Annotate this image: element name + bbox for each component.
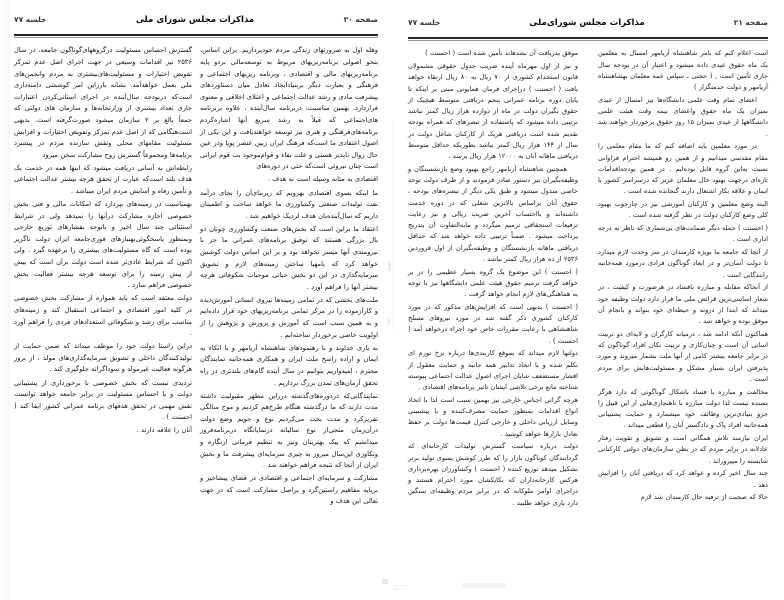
scan-artifact xyxy=(394,589,403,591)
body-paragraph: موفق بدریافت آن نشدهاند تأمین شده است ( احسنت ) xyxy=(425,49,578,58)
body-paragraph: رابطه‌اش به آسانی دریافت میشود که اینها همه در خدمت یک هدف بلند است‌که عبارت از تحقق هرچه بیشتر عدالت اجتماعی و تأمین رفاه و آسایش مردم ایران میباشد . xyxy=(14,163,192,196)
body-paragraph: هماکنون آنکه ادامه شد ، درمیانه کارگران و لایه‌ای دو تربیت اسانی آن است و چنان‌کاری و تربیت نکان افراد گوناگون که در برابر جامعه بیشتر کامی از آنها ملت بشمار میروند و مورد پذیرفتن ایران بسیار مشکل و مسئولیت‌هایش برای مردم است . xyxy=(598,329,768,383)
body-paragraph: وهله اول به ضرورتهای زندگی مردم خودپردازیم. براین اساس، بنحو اصولی برنامه‌ریزیهای مربوط به توسعه‌مالی بردو پایه برنامه‌ریزیهای مالی و اقتصادی ، وبرنامه ریزیهای اجتماعی و فرهنگی و بعبارت دیگر بربنیادایجاد تعادل میان دستاوردهای پیشرفت مادی و رشد عدالت اجتماعی و اعتلای اخلاقی و معنوی قراردارد. بهمین مناسبت، دربرنامه سال‌آینده ، علاوه بربرنامه های‌اجتماعی که قبلاً به رشد سریع آنها اشاره‌کردم برنامه‌های‌فرهنگی و هنری نیز توسعه خواهندیافت و این یکی از اصول اعتقادی ما است‌که فرهنگ ایران زبین عنصر پویا وذر عین حال زوال ناپذیر هستی و علت بقاء و قوام‌موجود بت قوم ایرانی است چنان نیروئی است‌که حتی در دوره‌های xyxy=(200,46,378,171)
header-rule-right-secondary xyxy=(14,37,378,38)
body-paragraph: ( احسنت ) بدیهی است که افزایش‌های مذکور که در مورد کارکنان کشوری ذکر گفته شد در مورد نیروهای مسلح شاهنشاهی با رعایت مقررات خاص خود اجراء درخواهد آمد ( احسنت ) . xyxy=(408,302,578,345)
body-paragraph: و نیز از اول مهرماه آینده ضریب جدول حقوقی مشمولان قانون استخدام کشوری از ۷۰ ریال به ۸۰ ریال ارتقاء خواهد یافت ( احسنت ) درإجرای فرمان همایونی مبنی بر اینکه تا پایان دوره برنامه عمرانی پنجم دریافتی متوسط هیچیک از حقوق بگیران دولت در ماه از دوازده هزار ریال کمتر نباشد ترتیبی داده میشود که پاستفاده از تبصرهای که همراه بودجه تقدیم شده است دریافتی هریک از کارکنان شاغل دولت در سال از ۱۴۴ هزار ریال کمتر نباشد بطوریکه حداقل متوسط دریافتی ماهانه آنان به ۱۲۰۰۰ هزار ریال برسد . xyxy=(408,62,579,161)
body-paragraph: بهمناسبت در زمینه‌های بپردازد که امکانات مالی و فنی بخش خصوصی اجازه مشارکت درآنها را نمیدهد ولی در شرایط استثنائی چند سال اخیر و بانوجه بفشارهای توزیع خارجی وبمنظور پاسخگوئی‌بهنیازهای فوری‌جامعه ایران دولت ناگزیر بوده است که گاه مسئولیت‌های بیشتری را برعهده گیرد . ولی اکنون که شرایط عادی‌تر شده است دولت برآن است که بیش از پیش زمینه را برای توسعه هرچه بیشتر فعالیت بخش خصوصی فراهم سازد . xyxy=(14,200,192,290)
body-paragraph: مشارکت و سرمایه‌ای اجتماعی و اقتصادی در قضای پیشاخیز و برپایه مفاهیم راستین‌گرد و براصل مشارکت است که در جهت تعالی این هدف و xyxy=(200,474,378,506)
body-paragraph: دولتها لازم میداند که بموقع کاربندی‌ها درباره نرخ تورم ای تکلم شده و با اتخاذ تدابیر همه جانبه و حمایت معقول از اقشار مستضعف شایان اجرای اصول عدالت اجتماعی پیوسته شناخته مانع برخی تلاشی ایشان تاثیر برنامه‌های اقتصادی . xyxy=(408,349,578,392)
body-paragraph: در مورد معلمین باید اضافه کنم که ما مقام معلمی را مقام مقدسی میدانیم و از همین رو همیشه احترام فراوانی نسبت به‌این گروه قابل بوده‌ایم . در همین بودجه‌اقدامات تازه‌ای درجهت بهبود حال معلمان عزیز که درسراسر کشور با ایمان و علاقه بکار اشتغال دارند گنجانده شده است . xyxy=(598,142,768,196)
body-paragraph: همچنین شاهنشاه آریامهر راجع بهبود وضع بازنشستگان و وظیفه‌بگیران نیز دستور صادر فرمودند و از طرف دولت توجه خاصی مبذول میشود و طبق یکی دیگر از تبصره‌های بودجه ، حقوق آنان براساس بالاترین شغلی که در دوره خدمت داشته‌اند و بااحتساب آخرین ضریب ریالی و نیز رعایت ترفیعات استحقاقی ترمیم میگردد و مابه‌التفاوت آن بتدریج پرداخت میشود . ضمناً ترتیبی داده خواهد شد که حداقل دریافتی ماهانه بازنشستگان و وظیفه‌بگیران از اول فروردین ۲۵۳۶ از ده هزار ریال کمتر نباشد . xyxy=(408,164,578,263)
body-paragraph: هرچه گرانی اجناس خارجی نیز بهمین سبب است لذا با اتخاذ انواع اقدامات بمنظور حمایت مصرف‌کننده و با پیشبینی وسایل ارزیابی داخلی و خارجی کنترل قیمت‌ها دولت بر حفظ تعادل بازارها خواهد کوشید . xyxy=(408,395,578,438)
running-head-session-left: جلسه ۷۷ xyxy=(408,18,441,27)
running-head-right xyxy=(14,15,378,32)
body-paragraph: ما اینکه بسوی اقتصادی بهروبم که زیربنای‌آن را بجای درآمد نفت تولیدات صنعتی وکشاورزی ما خواهد ساخت و اطمینان داریم که سال‌آینده‌بان هدف لزدیک خواهیم شد . xyxy=(200,188,378,220)
running-head-page-number-right: صفحه ۲۰ xyxy=(343,15,378,24)
body-paragraph: از آنجاکه مقابله و مبارزه بافساد در هرصورت و کیفیت ، در شعار اساسی‌ترین قرائض ملی ما قرار دارد دولت وظیفه خود میداند که ابتدا از درونه و حیطه‌ای خود بتواند و بانجام آن موفق بوده و خواهد شد . xyxy=(598,283,768,326)
running-head-session-right: جلسه ۷۷ xyxy=(14,15,47,24)
column-left-outer xyxy=(408,48,578,510)
scan-artifact xyxy=(392,120,394,330)
scan-artifact xyxy=(388,318,390,325)
body-paragraph: گسترش احساس مسئولیت درگروههای‌گوناگون جامعه‌، در سال ۲۵۳۶ نیز اقدامات وسیعی در جهت اجرای اصل عدم تمرکز تفویض اختیارات و مسئولیت‌های‌بیشتری به مردم وانجمن‌های ملی بعمل خواهدآمد. نشانه بارزاین امر کوششی دامنه‌داری است‌که دربودجه سال‌آینده در اجرای استانی‌کردن اعتبارات جاری تعداد بیشتری از وزارتخانه‌ها و سازمان های دولتی که جمعاً بالغ بر ۲ سازمان میشود صورت‌گرفته است. بدیهی است‌هنگامی که از اصل عدم تمرکز وتفویض اختیارات و افزایش مسئولیت مقامهای محلی ونقش سازنده مردم در پیشبرد برنامه‌ها ومجموعاً گسترش روح مشارکت سخن میرود xyxy=(14,46,192,159)
body-paragraph: دولت معتقد است که باید همواره از مشارکت بخش خصوصی در کلیه امور اقتصادی و اجتماعی استقبال کند و زمینه‌های مناسب برای رشد و شکوفائی استعدادهای فردی را فراهم آورد . xyxy=(14,294,192,338)
column-left-inner xyxy=(598,48,768,510)
running-head-title-right: مذاکرات مجلس شورای ملی xyxy=(135,15,255,25)
body-paragraph: مخالفت و مبارزه با فساد باشکال گوناگونی که دارد هرگز بسنده نیست لذا دولت مبارزه با ناهنجاری‌هایی از این قبیل را جزو بنیادی‌ترین وظائف خود میشمارد و حمایت پشتیبانی همه‌جانبه افراد پاک و دادگستر آنان را قطعی میداند . xyxy=(598,387,768,430)
body-paragraph: ملت‌های بخشی که در تمامی زمینه‌ها نیروی انسانی آموزش‌دیده و کارآزموده را در مرکز تمامی برنامه‌ریزیهای خود قرار داده‌ایم و به همین سبب است که آموزش و پرورش و پژوهش را از اولویت خاصی برخوردار ساخته‌ایم . xyxy=(200,295,378,339)
gutter-shadow xyxy=(0,0,10,600)
header-rule-right xyxy=(14,34,378,36)
page-left xyxy=(392,0,784,600)
body-paragraph: اعضای تمام وقت علمی دانشگاه‌ها نیز امسال از عیدی بمیزان یک ماه حقوق واعضای نیمه وقت هیئت علمی دانشگاهها از عیدی بمیزان ۱۵ روز حقوق برخوردار خواهند شد . xyxy=(598,95,768,138)
body-paragraph: چند سال اخیر کرده و عواهد کرد که دریافتی آنان را افزایش دهد . xyxy=(598,469,768,489)
running-head-left xyxy=(408,18,768,35)
column-right-inner xyxy=(200,45,378,509)
header-rule-left-secondary xyxy=(408,40,768,41)
running-head-title-left: مذاکرات مجلس شورای‌ملی xyxy=(529,18,645,28)
columns-right xyxy=(14,45,378,509)
body-paragraph: دولت درباره سیاست گسترش تولیدات کارخانه‌ای که گردانندگان کوناگون بازار را که طرز کوشش بسوی تولید برتر تشکیل میدهد توزیع کننده ( احسنت ) وکشاورزان بهره‌برداری هرکس کارخانه‌داران که یکایکشان مورد احترام هستند و دراجرای اوامر ملوکانه که در برابر مردم وظیفه‌ای سنگین دارد یاری خواهد طلبید . xyxy=(408,442,578,507)
scan-artifact xyxy=(394,585,406,587)
body-paragraph: ایران نیازمند تلاش همگانی است و تشویق و تقویت رفتار عادلانه در برابر مردم که در بطن سازمان‌های دولتی کارکنانی شایسته را میپروراند . xyxy=(598,434,768,465)
body-paragraph: تردیدی نیست که بخش خصوصی با برخورداری از پشتیبانی دولت و با احساس مسئولیت در برابر جامعه خواهد توانست نقش مهمی در تحقق هدفهای برنامه عمرانی کشور ایفا کند ( احسنت ) . xyxy=(14,378,192,422)
body-paragraph: اعتقاد ما براین است که بخش‌های صنعت وکشاورزی چونان دو بال بزرگی هستند که توفیق برنامه‌های عمرانی ما جز با نیرومندی آنها میسر نخواهد بود و بر این اساس دولت کوشش خواهد کرد که بامهیا ساختن زمینه‌های لازم و تشویق سرمایه‌گذاری در این دو بخش حیاتی موجبات شکوفائی هرچه بیشتر آنها را فراهم آورد . xyxy=(200,224,378,291)
body-paragraph: دراین راستا دولت خود را موظف میداند که ضمن حمایت از تولیدکنندگان داخلی و تشویق سرمایه‌گذاری‌های مولد ، از بروز هرگونه فعالیت غیرمولد و سوداگرانه جلوگیری کند . xyxy=(14,342,192,374)
column-right-outer xyxy=(14,45,192,509)
body-paragraph: آنان را علاقه دارند . xyxy=(136,426,192,435)
body-paragraph: ( احسنت ) این موضوع یک گروه بسیار عظیمی را در بر خواهد گرفت ترمیم حقوق هیئت علمی دانشگاهها نیز با توجه به هماهنگی‌های لازم انجام خواهد گرفت . xyxy=(408,267,578,299)
body-paragraph: حالا که صحبت از ترفیه حال کارمندان شد لازم xyxy=(640,493,768,502)
running-head-page-number-left: صفحه ۲۱ xyxy=(733,18,768,27)
scan-artifact xyxy=(462,583,506,588)
scan-artifact xyxy=(388,262,391,271)
body-paragraph: نمایندگانی‌که دردوره‌های‌گذشته درراین مطهر مقبولیت داشته مدت دارند که ما درگذشته هنگام طرح‌هم کردیم و موج سالگی تقریرکرد و مدت بحث می‌کردیم نوع و جویم وضع دولت درآن‌زمان منجی‌از نوع سالیانه درنمایانگاه دربرنامه‌فروز میدانشم که بیک بهترینان ونیز به تنظیم فرمانی ازنگاره و وتکاوزی این‌سال میروز به چیزی سرمایه‌ای پیشرفت ما و بخش ایران از آنجا که نتیجه فراهم خواهند شد . xyxy=(200,391,378,470)
columns-left xyxy=(408,48,768,510)
body-paragraph: از آنجا که جامعه ما بویژه کارمندان در سر وحدت لازم میدارد تا دولت آسان‌تر و در ابعاد گوناگون فرادی درمورد همه‌جانبه رانندگانی است . xyxy=(598,248,768,279)
header-rule-left xyxy=(408,37,768,39)
body-paragraph: البته وضع معلمین و کارکنان آموزشی نیز در چارچوب بهبود کلی وضع کارکنان دولت در نظر گرفته شده است . xyxy=(598,200,768,220)
body-paragraph: است اعلام کنم که بامر شاهنشاه آریامهر امسال به معلمین یک ماه حقوق عیدی داده میشود و اعتبار آن در بودجه سال جاری تأمین است , ( حجتی ـ سپاس عمه معلمان بهشاهنشاه آریامهر و دولت خدمتگزار ) xyxy=(598,49,768,92)
scan-artifact xyxy=(382,579,388,584)
body-paragraph: اقتصادی به مثابه وسیله است نه هدف . xyxy=(267,175,378,184)
body-paragraph: به یاری خداوند و با رهنمودهای شاهنشاه آریامهر و با اتکاء به ایمان و اراده راسخ ملت ایران و همکاری همه‌جانبه نمایندگان محترم ، امیدواریم بتوانیم در سال آینده گام‌های بلندتری در راه تحقق آرمان‌های تمدن بزرگ برداریم . xyxy=(200,343,378,387)
body-paragraph: ( احسنت ) جمله دیگر ضمانت‌های بی‌شماری که ناظر به درجه اداری است . xyxy=(598,224,768,244)
